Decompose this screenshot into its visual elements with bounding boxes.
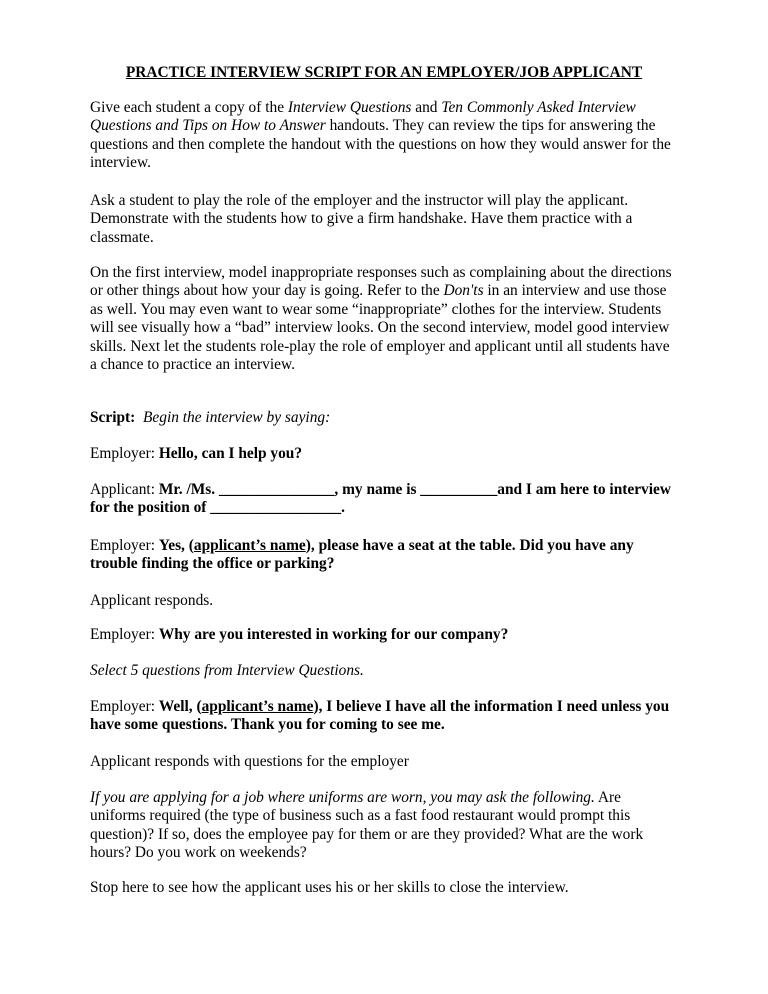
select-questions-note: Select 5 questions from Interview Questions. [90,662,364,679]
dialogue-text: Hello, can I help you? [158,445,303,462]
intro-text-1: Give each student a copy of the [90,99,288,116]
dialogue-text-2: ), I believe I have all the information I need unless you have some questions. Thank you for coming to see me. [90,698,670,734]
intro-text-3: handouts. They can review the tips for answering the questions and then complete the handout with the questions on how they would answer for the interview. [90,117,671,172]
speaker-label: Employer: [90,698,159,715]
dialogue-text: Mr. /Ms. _______________, my name is __________and I am here to interview for the position of _________________. [90,481,671,517]
employer-line-4 [90,698,680,735]
donts-term: Don'ts [443,282,484,300]
applicant-name-placeholder: applicant’s name [193,537,306,554]
document-title: PRACTICE INTERVIEW SCRIPT FOR AN EMPLOYER/JOB APPLICANT [125,64,643,81]
interview-questions-title: Interview Questions [287,99,412,116]
ten-questions-title: Ten Commonly Asked Interview Questions and Tips on How to Answer [90,99,636,135]
model-paragraph [90,264,680,374]
speaker-label: Employer: [90,626,159,643]
model-text-1: On the first interview, model inappropriate responses such as complaining about the directions or other things about how your day is going. Refer to the [90,264,672,300]
dialogue-text-1: Well, ( [158,698,202,715]
uniforms-intro: If you are applying for a job where uniforms are worn, you may ask the following. [90,789,595,806]
uniforms-paragraph [90,789,680,863]
applicant-questions-note: Applicant responds with questions for the employer [90,753,409,770]
applicant-name-placeholder: applicant’s name [201,698,314,715]
employer-line-1 [90,445,680,463]
intro-paragraph [90,99,680,173]
dialogue-text-2: ), please have a seat at the table. Did you have any trouble finding the office or parking? [90,537,634,573]
dialogue-text-1: Yes, ( [158,537,194,554]
intro-text-2: and [411,99,442,116]
script-intro [90,409,680,427]
speaker-label: Employer: [90,445,159,462]
roleplay-paragraph: Ask a student to play the role of the employer and the instructor will play the applicant. Demonstrate with the students how to give a firm handshake. Have them practice with a classmate. [90,192,633,246]
script-instruction: Begin the interview by saying: [143,409,331,426]
speaker-label: Employer: [90,537,159,554]
applicant-responds: Applicant responds. [90,592,214,609]
dialogue-text: Why are you interested in working for our company? [158,626,509,643]
employer-line-2 [90,537,680,574]
script-label: Script: [90,409,136,426]
employer-line-3 [90,626,680,644]
applicant-line-1 [90,481,680,518]
speaker-label: Applicant: [90,481,159,498]
uniforms-text: Are uniforms required (the type of business such as a fast food restaurant would prompt this question)? If so, does the employee pay for them or are they provided? What are the work hours? Do you work on weekends? [90,789,644,862]
model-text-2: in an interview and use those as well. You may even want to wear some “inappropriate” clothes for the interview. Students will see visually how a “bad” interview looks. On the second interview, model good interview skills. Next let the students role-play the role of employer and applicant until all students have a chance to practice an interview. [90,282,670,374]
closing-note: Stop here to see how the applicant uses his or her skills to close the interview. [90,879,569,896]
